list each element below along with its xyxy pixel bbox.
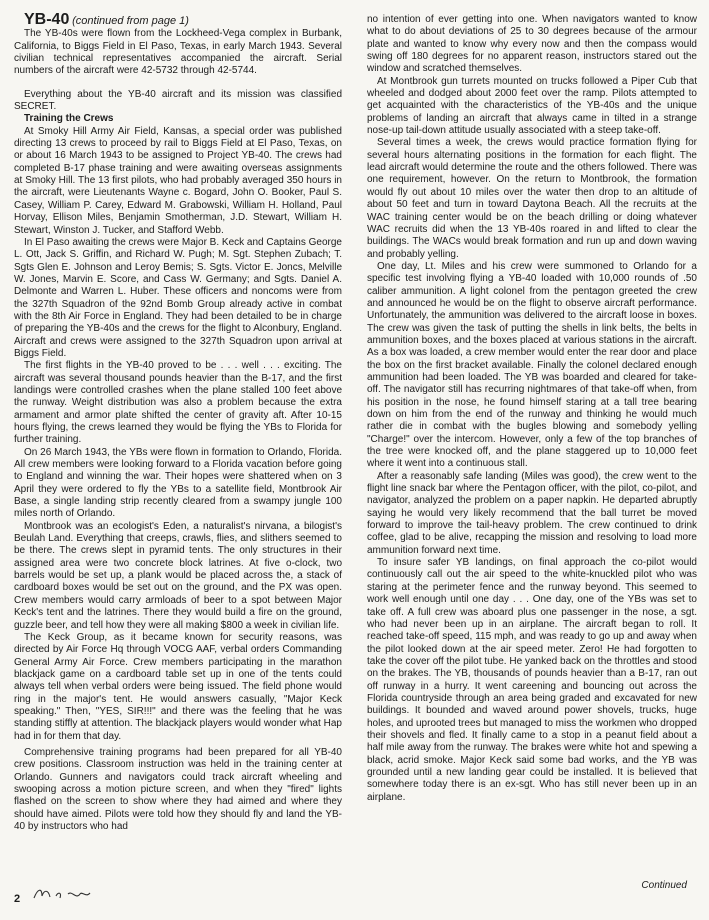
paragraph: Everything about the YB-40 aircraft and its mission was classified SECRET. [14, 88, 342, 113]
paragraph: At Smoky Hill Army Air Field, Kansas, a special order was published directing 13 crews to proceed by rail to Biggs Field at El Paso, Texas, on or about 16 March 1943 to be assigned to Project YB-40. The crews had completed B-17 phase training and were awaiting overseas assignments at Smoky Hill. The 13 first pilots, who had probably averaged 350 hours in the aircraft, were Lieutenants Wayne c. Bogard, John O. Booker, Paul S. Casey, William P. Carey, Edward M. Grabowski, William H. Holland, Paul Horvay, Ellison Miles, Benjamin Smotherman, J.D. Stewart, William H. Stewart, Winston J. Tucker, and Stafford Webb. [14, 125, 342, 236]
section-heading: Training the Crews [24, 113, 114, 125]
paragraph: Montbrook was an ecologist's Eden, a naturalist's nirvana, a bilogist's Beulah Land. Everything that creeps, crawls, flies, and slithers seemed to be there. The crews slept in pyramid tents. The only structures in their assigned area were two concrete block latrines. At five o-clock, two barrels would be set up, a plank would be placed across the, a stack of cardboard boxes would be set out on the ground, and the PX was open. Crew members would carry armloads of beer to a spot between Major Keck's tent and the latrines. There they would build a fire on the ground, guzzle beer, and tell how they were all making $800 a week in civilian life. [14, 520, 342, 631]
paragraph: Comprehensive training programs had been prepared for all YB-40 crew positions. Classroom instruction was held in the training center at Orlando. Gunners and navigators could track aircraft wheeling and swooping across a motion picture screen, and when they "fired" lights flashed on the screen to show where they had aimed and where they should have aimed. Pilots were told how they should fly and land the YB-40 by instructors who had [14, 746, 342, 832]
paragraph: The YB-40s were flown from the Lockheed-Vega complex in Burbank, California, to Biggs Field in El Paso, Texas, in early March 1943. Several civilian technical representatives accompanied the aircraft. Serial numbers of the aircraft were 42-5732 through 42-5744. [14, 28, 342, 77]
article-header [14, 11, 342, 28]
paragraph: One day, Lt. Miles and his crew were summoned to Orlando for a specific test involving flying a YB-40 loaded with 10,000 rounds of .50 caliber ammunition. A light colonel from the pentagon greeted the crew and announced he would be on the flight to observe aircraft performance. Unfortunately, the ammunition was delivered to the aircraft loose in boxes. The crew was given the task of putting the shells in link belts, the belts in ammunition boxes, and the boxes placed at various stations in the aircraft. As a box was loaded, a crew member would enter the rear door and place the box on the first bracket available. Finally the colonel declared enough ammunition had been loaded. The YB was boarded and cleared for take-off. The navigator still has recurring nightmares of that take-off when, from his position in the nose, he found himself staring at a tall tree bearing down on him from the end of the runway and thinking he would much rather die in combat with the bugles blowing and somebody yelling "Charge!" over the intercom. However, only a few of the top branches of the tree were knocked off, and the plane staggered up to 10,000 feet where it went into a continuous stall. [367, 260, 697, 470]
paragraph: The first flights in the YB-40 proved to be . . . well . . . exciting. The aircraft was several thousand pounds heavier than the B-17, and the first landings were controlled crashes when the plane stalled 100 feet above the runway. Weight distribution was also a problem because the extra armament and armor plate shifted the center of gravity aft. After 10-15 hours flying, the crews learned they would be flying the YBs to Florida for further training. [14, 360, 342, 446]
paragraph: no intention of ever getting into one. When navigators wanted to know what to do about deviations of 25 to 30 degrees because of the armour plate and wanted to know why every now and then the compass would swing off 180 degrees for no apparent reason, instructors stared out the window and scratched themselves. [367, 14, 697, 75]
continuation-note: (continued from page 1) [72, 15, 189, 27]
paragraph: After a reasonably safe landing (Miles was good), the crew went to the flight line snack bar where the Pentagon officer, with the pilot, co-pilot, and navigator, analyzed the problem on a paper napkin. He departed abruptly saying he would very likely recommend that the ball turret be moved forward to improve the tail-heavy problem. The crew continued to drink coffee, glad to be alive, recapping the mission and resolving to load more ammunition forward next time. [367, 470, 697, 556]
article-title: YB-40 [24, 11, 70, 28]
paragraph: The Keck Group, as it became known for security reasons, was directed by Air Force Hq through VOCG AAF, verbal orders Commanding General Army Air Force. Crew members participating in the marathon blackjack game on a cardboard table set up in one of the tents could always tell when verbal orders were being issued. The field phone would ring in the major's tent. He would answers casually, "Major Keck speaking." Then, "YES, SIR!!!" and there was the feeling that he was standing stiffly at attention. The blackjack players would wonder what Hap had in for them that day. [14, 631, 342, 742]
left-column [14, 11, 342, 833]
handwritten-scribble-icon [30, 884, 100, 904]
paragraph: At Montbrook gun turrets mounted on trucks followed a Piper Cub that wheeled and dodged about 2000 feet over the ramp. Pilots attempted to get acquainted with the characteristics of the YB-40s and the unique problems of landing an aircraft that always came in tilted in a strange nose-up tail-down attitude usually associated with a steep take-off. [367, 75, 697, 137]
paragraph: Several times a week, the crews would practice formation flying for several hours alternating positions in the formation for each flight. The lead aircraft would determine the route and the others followed. There was one requirement, however. On the return to Montbrook, the formation would fly out about 10 miles over the water then drop to an altitude of about 50 feet and turn in toward Daytona Beach. All the recruits at the WAC training center would be on the beach drilling or doing whatever WAC recruits did when the 13 YB-40s roared in and lifted to clear the buildings. The WACs would break formation and run up and down waving and probably yelling. [367, 137, 697, 260]
paragraph: On 26 March 1943, the YBs were flown in formation to Orlando, Florida. All crew members were looking forward to a Florida vacation before going to England and winning the war. Their hopes were shattered when on 3 April they were ordered to fly the YBs to a satellite field, Montbrook Air Base, a single landing strip recently cleared from a swampy jungle 100 miles north of Orlando. [14, 446, 342, 520]
right-column [367, 14, 697, 804]
paragraph: In El Paso awaiting the crews were Major B. Keck and Captains George L. Ott, Jack S. Griffin, and Richard W. Pugh; M. Sgt. Stephen Zubach; T. Sgts Glen E. Johnson and Leroy Bemis; S. Sgts. Victor E. Joncs, Melville W. Jones, Marvin E. Score, and Cass W. Germany; and Sgts. Daniel A. Delmonte and Warren L. Huber. These officers and noncoms were from the 327th Squadron of the 92nd Bomb Group already active in combat with the 8th Air Force in England. They had been detailed to be in charge of preparing the YB-40s and the crews for the flight to Alconbury, England. Aircraft and crews were assigned to the 327th Squadron upon arrival at Biggs Field. [14, 236, 342, 359]
paragraph: To insure safer YB landings, on final approach the co-pilot would continuously call out the air speed to the white-knuckled pilot who was staring at the perimeter fence and the runway beyond. This seemed to work well enough until one day . . . One day, one of the YBs was set to take off. A full crew was aboard plus one passenger in the nose, a sgt. who had never been up in an airplane. The aircraft began to roll. It reached take-off speed, 115 mph, and was ready to go up and away when the pilot looked down at the air speed meter. Zero! He had forgotten to take the cover off the pilot tube. He yanked back on the throttles and stood on the brakes. The YB, thousands of pounds heavier than a B-17, ran out off runway in a hurry. It went careening and bouncing out across the Florida countryside through an area being graded and excavated for new buildings. It bounded and waved around power shovels, trucks, huge holes, and uprooted trees but managed to miss the workmen who dropped their shovels and fled. It finally came to a stop in a peanut field about a half mile away from the runway. The brakes were white hot and spewing a black, acrid smoke. Major Keck said some bad works, and the YB was grounded until a new landing gear could be installed. It is believed that somewhere today there is an ex-sgt. Who has still never been up in an airplane. [367, 557, 697, 803]
page-number: 2 [14, 893, 21, 905]
continued-note: Continued [641, 880, 687, 891]
